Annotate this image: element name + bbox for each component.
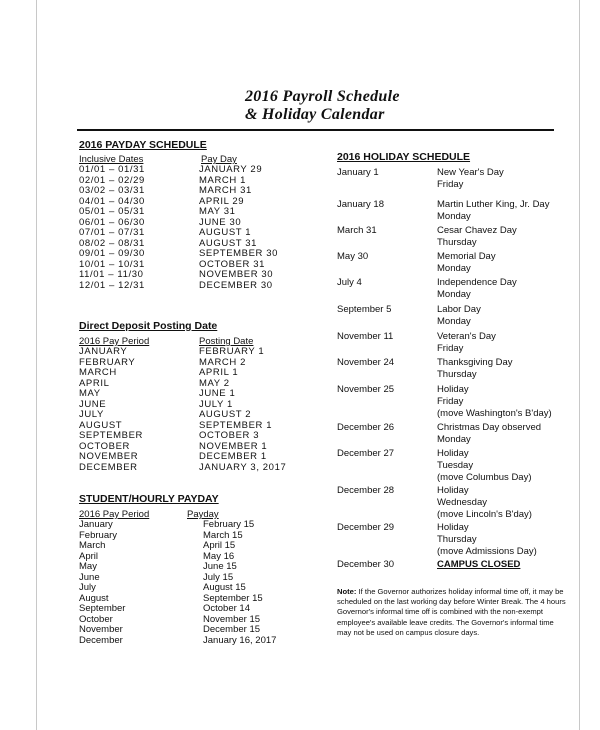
- payday-row-date: JUNE 30: [199, 216, 242, 228]
- holiday-name-line: Thursday: [437, 534, 477, 545]
- direct-row-period: AUGUST: [79, 419, 123, 431]
- student-row: [79, 531, 309, 542]
- direct-row-period: OCTOBER: [79, 440, 131, 452]
- student-row-date: October 14: [203, 603, 250, 614]
- direct-row-period: DECEMBER: [79, 461, 138, 473]
- student-row-period: December: [79, 634, 123, 646]
- holiday-date: November 11: [337, 331, 394, 342]
- direct-table: [79, 347, 309, 473]
- student-row-period: November: [79, 624, 123, 635]
- payday-row-period: 10/01 – 10/31: [79, 258, 145, 270]
- direct-row-date: MARCH 2: [199, 356, 246, 368]
- student-row-period: September: [79, 603, 126, 614]
- payday-row-date: APRIL 29: [199, 195, 245, 207]
- student-col-payday: Payday: [187, 509, 219, 520]
- direct-row-period: FEBRUARY: [79, 356, 136, 368]
- title-line-1: 2016 Payroll Schedule: [245, 88, 400, 105]
- holiday-item: [337, 167, 567, 199]
- direct-row: [79, 400, 309, 411]
- holiday-date: May 30: [337, 251, 369, 262]
- student-row-date: January 16, 2017: [203, 634, 277, 646]
- holiday-name: [437, 422, 541, 446]
- payday-row: [79, 281, 309, 292]
- holiday-name-line: Thursday: [437, 369, 477, 380]
- holiday-name-line: Friday: [437, 396, 464, 407]
- holiday-note: [337, 587, 569, 638]
- direct-row: [79, 431, 309, 442]
- payday-row-period: 08/02 – 08/31: [79, 237, 145, 249]
- direct-row-period: APRIL: [79, 377, 110, 389]
- direct-row-date: MAY 2: [199, 377, 230, 389]
- holiday-name-line: Holiday: [437, 485, 469, 496]
- direct-row-date: JUNE 1: [199, 388, 236, 399]
- payday-row: [79, 228, 309, 239]
- payday-row-period: 06/01 – 06/30: [79, 216, 145, 228]
- holiday-name: [437, 277, 517, 301]
- payday-row-date: MARCH 31: [199, 185, 252, 196]
- holiday-name: [437, 384, 552, 420]
- direct-col-posting: Posting Date: [199, 336, 254, 347]
- holiday-name: [437, 357, 513, 381]
- payday-row: [79, 186, 309, 197]
- holiday-name-line: Independence Day: [437, 277, 517, 288]
- payday-col-payday: Pay Day: [201, 154, 237, 165]
- holiday-name-line: Cesar Chavez Day: [437, 225, 517, 236]
- document-title: [212, 88, 400, 124]
- holiday-item: [337, 225, 567, 251]
- holiday-name-line: (move Lincoln's B'day): [437, 509, 532, 520]
- holiday-date: January 1: [337, 167, 379, 178]
- student-row: [79, 562, 309, 573]
- payday-row: [79, 165, 309, 176]
- holiday-name-line: Holiday: [437, 522, 469, 533]
- payday-row-date: DECEMBER 30: [199, 279, 273, 291]
- holiday-name-line: CAMPUS CLOSED: [437, 559, 521, 570]
- holiday-name-line: Wednesday: [437, 497, 487, 508]
- holiday-name-line: Christmas Day observed: [437, 422, 542, 433]
- holiday-name: [437, 485, 532, 521]
- direct-row-date: OCTOBER 3: [199, 430, 260, 441]
- student-row-date: September 15: [203, 592, 263, 604]
- student-row-date: July 15: [203, 571, 234, 583]
- holiday-item: [337, 357, 567, 384]
- holiday-date: March 31: [337, 225, 377, 236]
- student-col-period: 2016 Pay Period: [79, 509, 150, 520]
- holiday-name-line: (move Admissions Day): [437, 546, 537, 557]
- holiday-name-line: Thursday: [437, 237, 477, 248]
- payday-row-date: AUGUST 31: [199, 237, 258, 249]
- holiday-name-line: Monday: [437, 211, 471, 222]
- student-table: [79, 520, 309, 646]
- student-row: [79, 573, 309, 584]
- payday-row-date: MARCH 1: [199, 174, 246, 186]
- payday-row-period: 12/01 – 12/31: [79, 279, 145, 291]
- direct-row: [79, 368, 309, 379]
- student-row-period: May: [79, 561, 97, 572]
- payday-row-date: MAY 31: [199, 206, 236, 217]
- holiday-item: [337, 485, 567, 522]
- direct-row: [79, 389, 309, 400]
- direct-row-period: MARCH: [79, 367, 117, 378]
- direct-row-date: JULY 1: [199, 398, 233, 410]
- payday-row-date: NOVEMBER 30: [199, 269, 274, 280]
- holiday-name-line: (move Washington's B'day): [437, 408, 552, 419]
- holiday-item: [337, 331, 567, 357]
- direct-row-date: SEPTEMBER 1: [199, 419, 273, 431]
- holiday-name: [437, 331, 496, 355]
- holiday-date: December 28: [337, 485, 395, 496]
- payday-row: [79, 249, 309, 260]
- student-row-period: October: [79, 613, 113, 625]
- student-row: [79, 552, 309, 563]
- holiday-date: July 4: [337, 277, 362, 288]
- student-row-date: August 15: [203, 582, 246, 593]
- student-row-date: November 15: [203, 613, 261, 625]
- holiday-item: [337, 199, 567, 225]
- direct-row-period: JULY: [79, 409, 104, 420]
- holiday-name: [437, 559, 520, 571]
- holiday-name-line: Martin Luther King, Jr. Day: [437, 199, 550, 210]
- payday-row-period: 11/01 – 11/30: [79, 269, 144, 280]
- direct-col-period: 2016 Pay Period: [79, 336, 150, 347]
- holiday-heading: 2016 HOLIDAY SCHEDULE: [337, 151, 471, 163]
- holiday-name: [437, 199, 549, 223]
- direct-row: [79, 452, 309, 463]
- holiday-date: September 5: [337, 304, 392, 315]
- student-row: [79, 520, 309, 531]
- holiday-name-line: Monday: [437, 263, 471, 274]
- direct-heading: Direct Deposit Posting Date: [79, 320, 218, 332]
- holiday-date: November 24: [337, 357, 395, 368]
- holiday-date: December 30: [337, 559, 395, 570]
- holiday-item: [337, 422, 567, 448]
- student-row-period: January: [79, 519, 113, 530]
- holiday-name-line: Labor Day: [437, 304, 481, 315]
- holiday-name: [437, 448, 532, 484]
- payday-table: [79, 165, 309, 291]
- direct-row: [79, 379, 309, 390]
- holiday-item: [337, 384, 567, 422]
- direct-row: [79, 410, 309, 421]
- payday-row-period: 09/01 – 09/30: [79, 248, 145, 259]
- student-row-date: March 15: [203, 529, 243, 541]
- holiday-date: December 29: [337, 522, 395, 533]
- student-row-date: April 15: [203, 540, 236, 551]
- holiday-name-line: Friday: [437, 179, 464, 190]
- holiday-name: [437, 251, 496, 275]
- payday-row-period: 04/01 – 04/30: [79, 195, 145, 207]
- holiday-name-line: Veteran's Day: [437, 331, 496, 342]
- holiday-name-line: Monday: [437, 434, 471, 445]
- payday-row-date: OCTOBER 31: [199, 258, 266, 270]
- holiday-name-line: New Year's Day: [437, 167, 504, 178]
- page-edge-right: [579, 0, 580, 730]
- direct-row: [79, 463, 309, 474]
- holiday-list: [337, 167, 567, 579]
- note-label: Note:: [337, 587, 357, 596]
- direct-row-date: NOVEMBER 1: [199, 440, 268, 452]
- student-row-period: August: [79, 592, 109, 604]
- title-rule: [77, 129, 554, 131]
- holiday-name: [437, 225, 517, 249]
- holiday-date: December 26: [337, 422, 395, 433]
- payday-row-period: 07/01 – 07/31: [79, 227, 145, 238]
- holiday-item: [337, 277, 567, 304]
- payday-heading: 2016 PAYDAY SCHEDULE: [79, 139, 207, 151]
- holiday-date: November 25: [337, 384, 395, 395]
- direct-row-date: JANUARY 3, 2017: [199, 461, 287, 473]
- holiday-item: [337, 522, 567, 559]
- student-row-period: July: [79, 582, 96, 593]
- holiday-name-line: Monday: [437, 289, 471, 300]
- holiday-name-line: Holiday: [437, 448, 469, 459]
- direct-row-period: JUNE: [79, 398, 107, 410]
- title-line-2: & Holiday Calendar: [245, 106, 385, 123]
- student-row-period: June: [79, 571, 100, 583]
- holiday-name: [437, 167, 504, 191]
- direct-row-period: JANUARY: [79, 346, 128, 357]
- payday-row: [79, 270, 309, 281]
- holiday-name-line: Holiday: [437, 384, 469, 395]
- student-row: [79, 625, 309, 636]
- student-row-date: February 15: [203, 519, 255, 530]
- note-text: If the Governor authorizes holiday informal time off, it may be scheduled on the last working day before Winter Break. The 4 hours Governor's informal time off is combined with the non-exempt employee's available leave credits. The Governor's informal time may not be used on campus closure days.: [337, 587, 566, 637]
- holiday-name: [437, 522, 537, 558]
- student-row: [79, 583, 309, 594]
- holiday-item: [337, 251, 567, 277]
- student-row-period: March: [79, 540, 106, 551]
- student-row: [79, 541, 309, 552]
- student-row: [79, 636, 309, 647]
- holiday-name: [437, 304, 481, 328]
- student-row-date: May 16: [203, 550, 235, 562]
- holiday-name-line: Friday: [437, 343, 464, 354]
- direct-row-date: AUGUST 2: [199, 409, 252, 420]
- direct-row-date: DECEMBER 1: [199, 451, 267, 462]
- direct-row: [79, 347, 309, 358]
- direct-row-period: SEPTEMBER: [79, 430, 143, 441]
- payday-row-date: SEPTEMBER 30: [199, 248, 279, 259]
- payday-col-dates: Inclusive Dates: [79, 154, 144, 165]
- payday-row-date: JANUARY 29: [199, 164, 263, 175]
- direct-row-date: APRIL 1: [199, 367, 239, 378]
- direct-row-date: FEBRUARY 1: [199, 346, 265, 357]
- holiday-date: December 27: [337, 448, 395, 459]
- direct-row-period: MAY: [79, 388, 101, 399]
- student-row-date: June 15: [203, 561, 237, 572]
- payday-row-date: AUGUST 1: [199, 227, 252, 238]
- holiday-name-line: Tuesday: [437, 460, 474, 471]
- holiday-name-line: Memorial Day: [437, 251, 496, 262]
- holiday-item: [337, 304, 567, 331]
- direct-row-period: NOVEMBER: [79, 451, 139, 462]
- holiday-date: January 18: [337, 199, 385, 210]
- student-row: [79, 604, 309, 615]
- student-row-period: April: [79, 550, 99, 562]
- student-row-period: February: [79, 529, 118, 541]
- payday-row: [79, 207, 309, 218]
- page-edge-left: [36, 0, 37, 730]
- holiday-item: [337, 559, 567, 579]
- holiday-item: [337, 448, 567, 485]
- payday-row-period: 03/02 – 03/31: [79, 185, 145, 196]
- holiday-name-line: Monday: [437, 316, 471, 327]
- payday-row-period: 02/01 – 02/29: [79, 174, 145, 186]
- payday-row-period: 05/01 – 05/31: [79, 206, 145, 217]
- student-row-date: December 15: [203, 624, 261, 635]
- holiday-name-line: Thanksgiving Day: [437, 357, 513, 368]
- payday-row-period: 01/01 – 01/31: [79, 164, 145, 175]
- student-heading: STUDENT/HOURLY PAYDAY: [79, 493, 219, 505]
- holiday-name-line: (move Columbus Day): [437, 472, 532, 483]
